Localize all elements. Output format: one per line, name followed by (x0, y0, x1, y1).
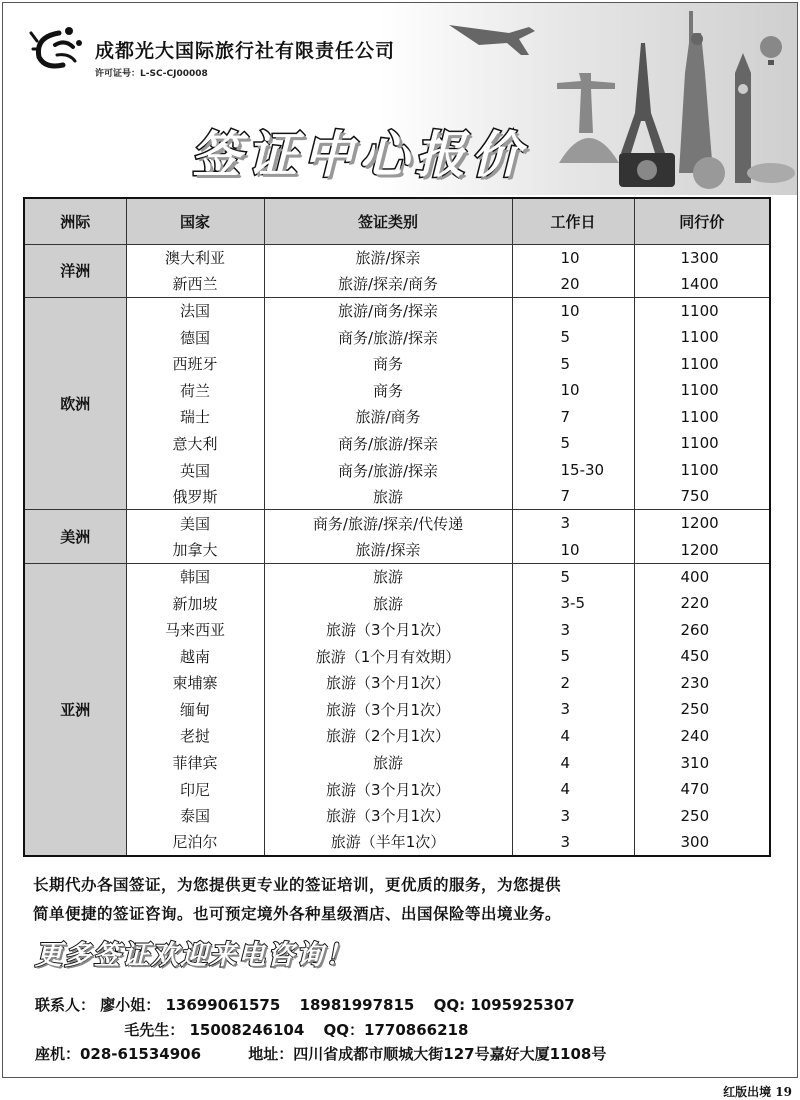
country-cell: 荷兰 (126, 377, 264, 404)
visa-type-cell: 旅游/探亲 (264, 537, 512, 564)
price-cell: 1200 (634, 537, 770, 564)
table-row (24, 749, 770, 776)
price-cell: 1300 (634, 244, 770, 271)
visa-price-table (23, 197, 771, 857)
working-days-cell: 3 (512, 802, 634, 829)
page-frame (2, 2, 798, 1078)
table-body (24, 244, 770, 856)
visa-type-cell: 旅游/商务 (264, 404, 512, 431)
landline: 座机：028-61534906 (35, 1045, 202, 1063)
table-row (24, 430, 770, 457)
country-cell: 新加坡 (126, 590, 264, 617)
working-days-cell: 5 (512, 563, 634, 590)
price-cell: 250 (634, 802, 770, 829)
working-days-cell: 5 (512, 350, 634, 377)
country-cell: 老挝 (126, 723, 264, 750)
country-cell: 德国 (126, 324, 264, 351)
company-logo-icon (29, 23, 87, 71)
table-row (24, 537, 770, 564)
country-cell: 英国 (126, 457, 264, 484)
country-cell: 西班牙 (126, 350, 264, 377)
table-row (24, 244, 770, 271)
working-days-cell: 7 (512, 483, 634, 510)
qq-2: QQ：1770866218 (323, 1020, 469, 1039)
table-header-row (24, 198, 770, 244)
table-row (24, 297, 770, 324)
balloon-icon (760, 36, 782, 58)
country-cell: 柬埔寨 (126, 670, 264, 697)
visa-type-cell: 商务 (264, 377, 512, 404)
visa-type-cell: 旅游 (264, 749, 512, 776)
visa-type-cell: 旅游（1个月有效期） (264, 643, 512, 670)
price-cell: 470 (634, 776, 770, 803)
price-cell: 300 (634, 829, 770, 856)
working-days-cell: 10 (512, 537, 634, 564)
table-row (24, 590, 770, 617)
table-row (24, 670, 770, 697)
price-cell: 1100 (634, 297, 770, 324)
country-cell: 瑞士 (126, 404, 264, 431)
table-row (24, 457, 770, 484)
big-ben-icon (735, 53, 751, 183)
price-cell: 1100 (634, 350, 770, 377)
working-days-cell: 7 (512, 404, 634, 431)
working-days-cell: 10 (512, 297, 634, 324)
working-days-cell: 5 (512, 430, 634, 457)
table-row (24, 696, 770, 723)
table-row (24, 616, 770, 643)
license-number: 许可证号：L-SC-CJ00008 (95, 69, 208, 79)
working-days-cell: 10 (512, 377, 634, 404)
header (3, 3, 798, 195)
table-row (24, 510, 770, 537)
country-cell: 泰国 (126, 802, 264, 829)
country-cell: 缅甸 (126, 696, 264, 723)
contact-person-2: 毛先生： (124, 1020, 185, 1039)
country-cell: 美国 (126, 510, 264, 537)
country-cell: 马来西亚 (126, 616, 264, 643)
phone-1a: 13699061575 (165, 996, 281, 1014)
working-days-cell: 5 (512, 324, 634, 351)
table-row (24, 404, 770, 431)
visa-type-cell: 旅游/探亲/商务 (264, 271, 512, 298)
visa-type-cell: 商务/旅游/探亲/代传递 (264, 510, 512, 537)
working-days-cell: 3 (512, 696, 634, 723)
table-row (24, 324, 770, 351)
region-cell: 欧洲 (24, 297, 126, 510)
price-cell: 1100 (634, 404, 770, 431)
visa-type-cell: 旅游 (264, 563, 512, 590)
working-days-cell: 20 (512, 271, 634, 298)
visa-type-cell: 商务/旅游/探亲 (264, 457, 512, 484)
price-cell: 450 (634, 643, 770, 670)
price-cell: 1100 (634, 430, 770, 457)
country-cell: 菲律宾 (126, 749, 264, 776)
price-cell: 250 (634, 696, 770, 723)
table-row (24, 350, 770, 377)
visa-type-cell: 旅游（3个月1次） (264, 696, 512, 723)
price-cell: 230 (634, 670, 770, 697)
price-cell: 310 (634, 749, 770, 776)
phone-2: 15008246104 (189, 1020, 305, 1039)
table-row (24, 802, 770, 829)
table-row (24, 377, 770, 404)
qq-1: QQ: 1095925307 (433, 996, 575, 1014)
table-row (24, 483, 770, 510)
header-visa-type: 签证类别 (264, 198, 512, 244)
promo-line-2: 简单便捷的签证咨询。也可预定境外各种星级酒店、出国保险等出境业务。 (33, 905, 562, 923)
working-days-cell: 15-30 (512, 457, 634, 484)
price-cell: 1100 (634, 457, 770, 484)
country-cell: 俄罗斯 (126, 483, 264, 510)
table-row (24, 829, 770, 856)
promo-text (33, 871, 773, 929)
working-days-cell: 3 (512, 829, 634, 856)
table-row (24, 271, 770, 298)
globe-icon (693, 157, 725, 189)
region-cell: 美洲 (24, 510, 126, 563)
visa-type-cell: 旅游 (264, 590, 512, 617)
visa-type-cell: 商务/旅游/探亲 (264, 430, 512, 457)
contact-row-1 (35, 993, 606, 1018)
header-region: 洲际 (24, 198, 126, 244)
price-cell: 750 (634, 483, 770, 510)
visa-type-cell: 旅游（2个月1次） (264, 723, 512, 750)
working-days-cell: 5 (512, 643, 634, 670)
working-days-cell: 4 (512, 749, 634, 776)
table-row (24, 776, 770, 803)
header-price: 同行价 (634, 198, 770, 244)
working-days-cell: 3-5 (512, 590, 634, 617)
callout-banner: 更多签证欢迎来电咨询！ (35, 940, 354, 971)
working-days-cell: 3 (512, 616, 634, 643)
price-cell: 1400 (634, 271, 770, 298)
contact-row-3 (35, 1042, 606, 1067)
address: 地址：四川省成都市顺城大街127号嘉好大厦1108号 (248, 1045, 607, 1063)
visa-type-cell: 旅游/探亲 (264, 244, 512, 271)
country-cell: 新西兰 (126, 271, 264, 298)
table-row (24, 723, 770, 750)
visa-type-cell: 旅游（半年1次） (264, 829, 512, 856)
contact-label: 联系人： (35, 996, 96, 1014)
visa-type-cell: 旅游（3个月1次） (264, 776, 512, 803)
working-days-cell: 4 (512, 776, 634, 803)
working-days-cell: 10 (512, 244, 634, 271)
phone-1b: 18981997815 (299, 996, 415, 1014)
page-footer: 红版出境 19 (723, 1085, 792, 1099)
promo-line-1: 长期代办各国签证，为您提供更专业的签证培训，更优质的服务，为您提供 (33, 876, 562, 894)
working-days-cell: 3 (512, 510, 634, 537)
contact-person-1: 廖小姐： (100, 996, 161, 1014)
country-cell: 韩国 (126, 563, 264, 590)
visa-type-cell: 旅游（3个月1次） (264, 802, 512, 829)
price-cell: 260 (634, 616, 770, 643)
working-days-cell: 4 (512, 723, 634, 750)
country-cell: 印尼 (126, 776, 264, 803)
country-cell: 澳大利亚 (126, 244, 264, 271)
country-cell: 尼泊尔 (126, 829, 264, 856)
price-cell: 1200 (634, 510, 770, 537)
country-cell: 越南 (126, 643, 264, 670)
page-title: 签证中心报价 (191, 126, 527, 184)
table-row (24, 563, 770, 590)
visa-type-cell: 旅游（3个月1次） (264, 670, 512, 697)
company-name: 成都光大国际旅行社有限责任公司 (95, 40, 396, 62)
visa-type-cell: 商务 (264, 350, 512, 377)
country-cell: 法国 (126, 297, 264, 324)
header-country: 国家 (126, 198, 264, 244)
price-cell: 1100 (634, 377, 770, 404)
price-cell: 400 (634, 563, 770, 590)
price-cell: 240 (634, 723, 770, 750)
country-cell: 加拿大 (126, 537, 264, 564)
working-days-cell: 2 (512, 670, 634, 697)
country-cell: 意大利 (126, 430, 264, 457)
table-row (24, 643, 770, 670)
visa-type-cell: 旅游 (264, 483, 512, 510)
header-working-days: 工作日 (512, 198, 634, 244)
contact-row-2 (35, 1018, 606, 1043)
price-cell: 1100 (634, 324, 770, 351)
region-cell: 洋洲 (24, 244, 126, 297)
price-cell: 220 (634, 590, 770, 617)
region-cell: 亚洲 (24, 563, 126, 856)
visa-type-cell: 商务/旅游/探亲 (264, 324, 512, 351)
visa-type-cell: 旅游（3个月1次） (264, 616, 512, 643)
contact-block (35, 993, 606, 1067)
visa-type-cell: 旅游/商务/探亲 (264, 297, 512, 324)
